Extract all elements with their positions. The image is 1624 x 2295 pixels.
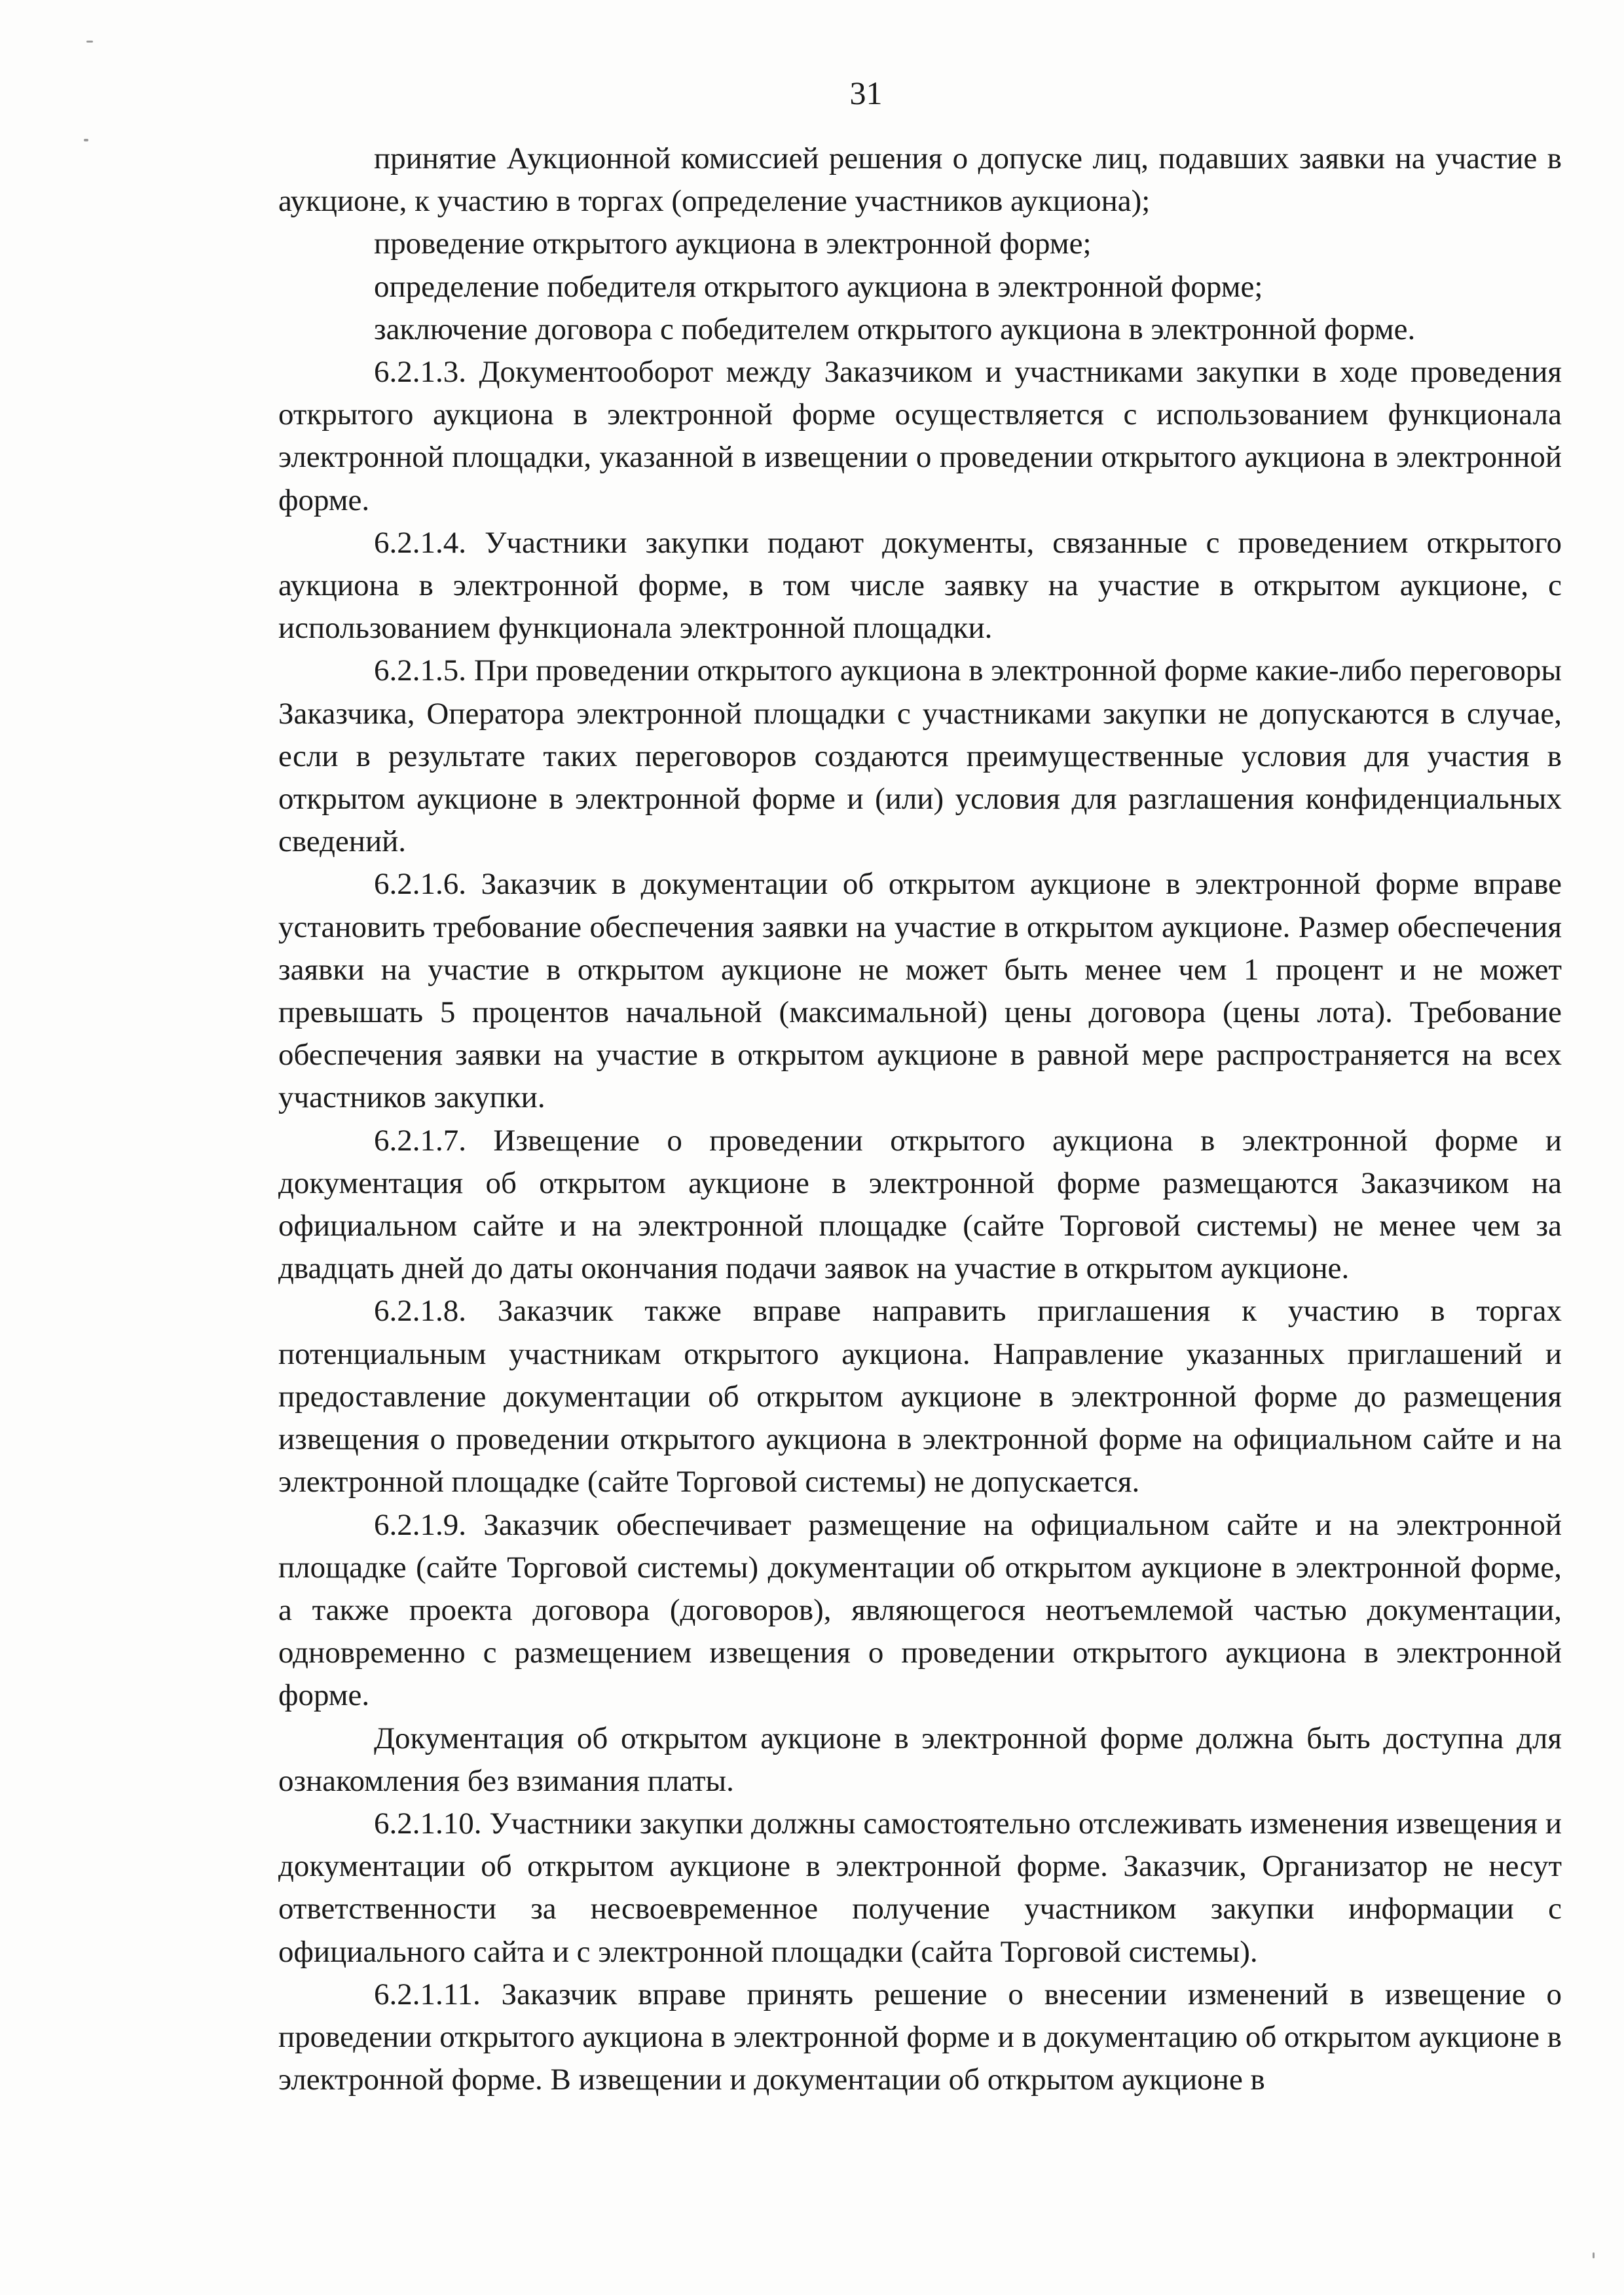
paragraph: 6.2.1.8. Заказчик также вправе направить приглашения к участию в торгах потенциальным участникам открытого аукциона. Направление указанных приглашений и предоставление документации об открытом аукционе в электронной форме до размещения извещения о проведении открытого аукциона в электронной форме на официальном сайте и на электронной площадке (сайте Торговой системы) не допускается. [278, 1294, 1562, 1499]
paragraph: 6.2.1.4. Участники закупки подают документы, связанные с проведением открытого аукциона в электронной форме, в том числе заявку на участие в открытом аукционе, с использованием функционала электронной площадки. [278, 525, 1562, 646]
paragraph: принятие Аукционной комиссией решения о допуске лиц, подавших заявки на участие в аукционе, к участию в торгах (определение участников аукциона); [278, 141, 1562, 219]
paragraph: заключение договора с победителем открытого аукциона в электронной форме. [374, 312, 1416, 346]
scan-mark-left [84, 139, 88, 141]
paragraph: 6.2.1.5. При проведении открытого аукциона в электронной форме какие-либо переговоры Заказчика, Оператора электронной площадки с участниками закупки не допускаются в случае, если в результате таких переговоров создаются преимущественные условия для участия в открытом аукционе в электронной форме и (или) условия для разглашения конфиденциальных сведений. [278, 653, 1562, 859]
paragraph: 6.2.1.3. Документооборот между Заказчиком и участниками закупки в ходе проведения открытого аукциона в электронной форме осуществляется с использованием функционала электронной площадки, указанной в извещении о проведении открытого аукциона в электронной форме. [278, 355, 1562, 517]
page-number: 31 [849, 75, 883, 111]
document-body [278, 138, 1562, 2101]
scan-mark-top [86, 41, 93, 43]
paragraph: 6.2.1.9. Заказчик обеспечивает размещение на официальном сайте и на электронной площадке (сайте Торговой системы) документации об открытом аукционе в электронной форме, а также проекта договора (договоров), являющегося неотъемлемой частью документации, одновременно с размещением извещения о проведении открытого аукциона в электронной форме. [278, 1507, 1562, 1713]
paragraph: 6.2.1.7. Извещение о проведении открытого аукциона в электронной форме и документация об открытом аукционе в электронной форме размещаются Заказчиком на официальном сайте и на электронной площадке (сайте Торговой системы) не менее чем за двадцать дней до даты окончания подачи заявок на участие в открытом аукционе. [278, 1123, 1562, 1286]
paragraph: 6.2.1.6. Заказчик в документации об открытом аукционе в электронной форме вправе установить требование обеспечения заявки на участие в открытом аукционе. Размер обеспечения заявки на участие в открытом аукционе не может быть менее чем 1 процент и не может превышать 5 процентов начальной (максимальной) цены договора (цены лота). Требование обеспечения заявки на участие в открытом аукционе в равной мере распространяется на всех участников закупки. [278, 867, 1562, 1115]
paragraph: 6.2.1.10. Участники закупки должны самостоятельно отслеживать изменения извещения и документации об открытом аукционе в электронной форме. Заказчик, Организатор не несут ответственности за несвоевременное получение участником закупки информации с официального сайта и с электронной площадки (сайта Торговой системы). [278, 1806, 1562, 1969]
paragraph: 6.2.1.11. Заказчик вправе принять решение о внесении изменений в извещение о проведении открытого аукциона в электронной форме и в документацию об открытом аукционе в электронной форме. В извещении и документации об открытом аукционе в [278, 1977, 1562, 2097]
paragraph: проведение открытого аукциона в электронной форме; [374, 227, 1092, 261]
scan-mark-bottom-right [1593, 2252, 1595, 2258]
paragraph: Документация об открытом аукционе в электронной форме должна быть доступна для ознакомления без взимания платы. [278, 1721, 1562, 1798]
paragraph: определение победителя открытого аукциона в электронной форме; [374, 269, 1263, 304]
